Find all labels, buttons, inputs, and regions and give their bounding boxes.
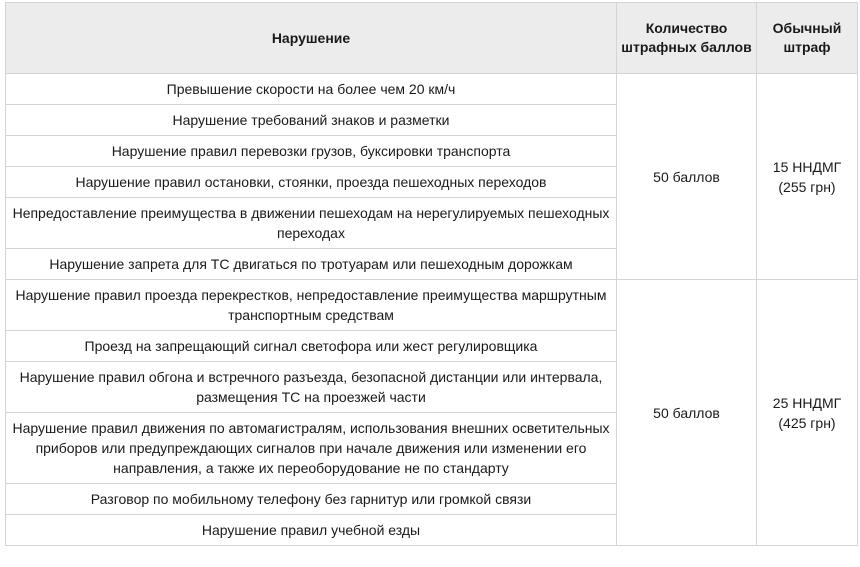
violation-cell: Нарушение правил остановки, стоянки, проезда пешеходных переходов bbox=[6, 167, 617, 198]
violation-cell: Нарушение требований знаков и разметки bbox=[6, 105, 617, 136]
violation-cell: Нарушение правил перевозки грузов, буксировки транспорта bbox=[6, 136, 617, 167]
fine-cell bbox=[757, 280, 858, 546]
violation-cell: Непредоставление преимущества в движении пешеходам на нерегулируемых пешеходных переходах bbox=[6, 198, 617, 249]
violation-cell: Превышение скорости на более чем 20 км/ч bbox=[6, 74, 617, 105]
points-cell: 50 баллов bbox=[617, 74, 757, 280]
fine-uah: (255 грн) bbox=[778, 178, 836, 195]
header-violation: Нарушение bbox=[6, 3, 617, 74]
table-row bbox=[6, 280, 858, 331]
violation-cell: Нарушение правил обгона и встречного разъезда, безопасной дистанции или интервала, размещения ТС на проезжей части bbox=[6, 362, 617, 413]
violation-cell: Нарушение запрета для ТС двигаться по тротуарам или пешеходным дорожкам bbox=[6, 249, 617, 280]
fines-table bbox=[5, 2, 858, 546]
fine-amount: 25 ННДМГ bbox=[772, 394, 842, 411]
violation-cell: Нарушение правил движения по автомагистралям, использования внешних осветительных приборов или предупреждающих сигналов при начале движения или изменении его направления, а также их переоборудование не по стандарту bbox=[6, 413, 617, 484]
violation-cell: Проезд на запрещающий сигнал светофора или жест регулировщика bbox=[6, 331, 617, 362]
header-points: Количество штрафных баллов bbox=[617, 3, 757, 74]
fine-cell bbox=[757, 74, 858, 280]
violation-cell: Нарушение правил проезда перекрестков, непредоставление преимущества маршрутным транспортным средствам bbox=[6, 280, 617, 331]
header-row bbox=[6, 3, 858, 74]
table-row bbox=[6, 74, 858, 105]
fine-amount: 15 ННДМГ bbox=[772, 158, 842, 175]
violation-cell: Нарушение правил учебной езды bbox=[6, 515, 617, 546]
header-fine: Обычный штраф bbox=[757, 3, 858, 74]
points-cell: 50 баллов bbox=[617, 280, 757, 546]
violation-cell: Разговор по мобильному телефону без гарнитур или громкой связи bbox=[6, 484, 617, 515]
fine-uah: (425 грн) bbox=[778, 414, 836, 431]
